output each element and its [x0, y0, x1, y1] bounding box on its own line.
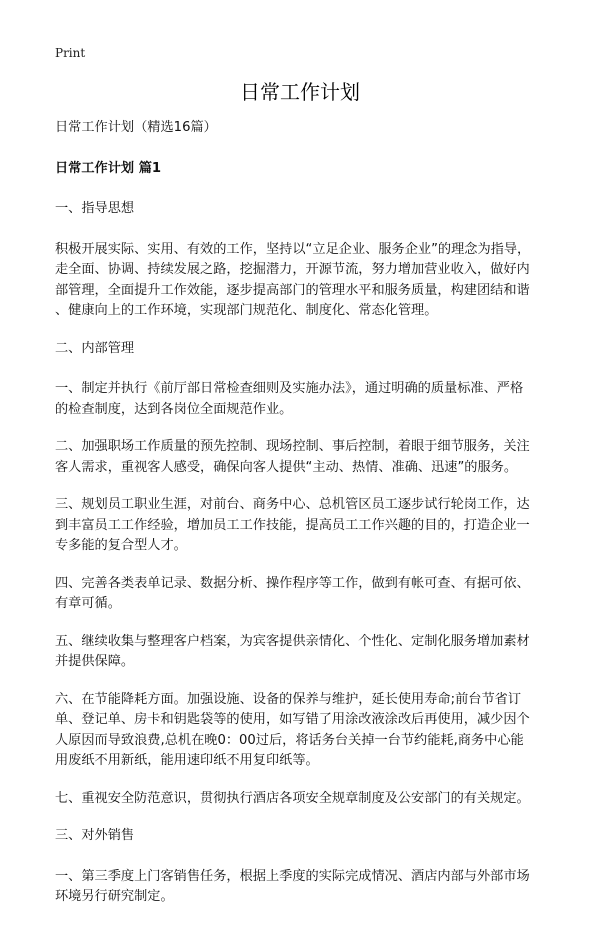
text-line: 用废纸不用新纸，能用速印纸不用复印纸等。	[55, 753, 319, 768]
text-line: 、健康向上的工作环境，实现部门规范化、制度化、常态化管理。	[55, 303, 438, 318]
document-body	[55, 118, 553, 925]
text-line: 一、制定并执行《前厅部日常检查细则及实施办法》，通过明确的质量标准、严格	[55, 381, 524, 396]
section-heading	[55, 826, 553, 847]
text-line: 专多能的复合型人才。	[55, 538, 187, 553]
text-line: 二、加强职场工作质量的预先控制、现场控制、事后控制，着眼于细节服务，关注	[55, 439, 530, 454]
section-heading	[55, 199, 553, 220]
paragraph	[55, 632, 553, 673]
document-subtitle	[55, 118, 553, 139]
text-line: 人原因而导致浪费,总机在晚0：00过后，将话务台关掉一台节约能耗,商务中心能	[55, 732, 524, 748]
subtitle-text: 日常工作计划（精选16篇）	[55, 120, 217, 135]
chapter-heading	[55, 159, 553, 180]
text-line: 积极开展实际、实用、有效的工作，坚持以“立足企业、服务企业”的理念为指导，	[55, 241, 531, 257]
print-link[interactable]: Print	[55, 46, 86, 60]
text-line: 单、登记单、房卡和钥匙袋等的使用，如写错了用涂改液涂改后再使用，减少因个	[55, 712, 530, 727]
text-line: 走全面、协调、持续发展之路，挖掘潜力，开源节流，努力增加营业收入，做好内	[55, 262, 530, 277]
text-line: 环境另行研究制定。	[55, 889, 174, 904]
text-line: 有章可循。	[55, 596, 121, 611]
paragraph	[55, 437, 553, 478]
text-line: 五、继续收集与整理客户档案，为宾客提供亲情化、个性化、定制化服务增加素材	[55, 633, 530, 649]
text-line: 六、在节能降耗方面。加强设施、设备的保养与维护，延长使用寿命;前台节省订	[55, 691, 522, 707]
text-line: 三、规划员工职业生涯，对前台、商务中心、总机管区员工逐步试行轮岗工作，达	[55, 497, 530, 512]
paragraph-list	[55, 199, 553, 908]
paragraph	[55, 690, 553, 772]
text-line: 一、指导思想	[55, 201, 135, 216]
text-line: 四、完善各类表单记录、数据分析、操作程序等工作，做到有帐可查、有据可依、	[55, 575, 530, 591]
paragraph	[55, 379, 553, 420]
text-line: 一、第三季度上门客销售任务，根据上季度的实际完成情况、酒店内部与外部市场	[55, 868, 530, 884]
paragraph	[55, 789, 553, 810]
paragraph	[55, 574, 553, 615]
text-line: 部管理，全面提升工作效能，逐步提高部门的管理水平和服务质量，构建团结和谐	[55, 282, 530, 298]
paragraph	[55, 240, 553, 322]
text-line: 的检查制度，达到各岗位全面规范作业。	[55, 401, 293, 417]
text-line: 并提供保障。	[55, 654, 135, 669]
text-line: 二、内部管理	[55, 340, 135, 356]
text-line: 三、对外销售	[55, 828, 135, 843]
text-line: 七、重视安全防范意识，贯彻执行酒店各项安全规章制度及公安部门的有关规定。	[55, 790, 530, 806]
paragraph	[55, 495, 553, 557]
chapter-heading-text: 日常工作计划 篇1	[55, 160, 162, 176]
paragraph	[55, 867, 553, 908]
text-line: 客人需求，重视客人感受，确保向客人提供“主动、热情、准确、迅速”的服务。	[55, 459, 518, 475]
section-heading	[55, 339, 553, 360]
text-line: 到丰富员工工作经验，增加员工工作技能，提高员工工作兴趣的目的，打造企业一	[55, 517, 530, 533]
page-title: 日常工作计划	[240, 80, 360, 104]
